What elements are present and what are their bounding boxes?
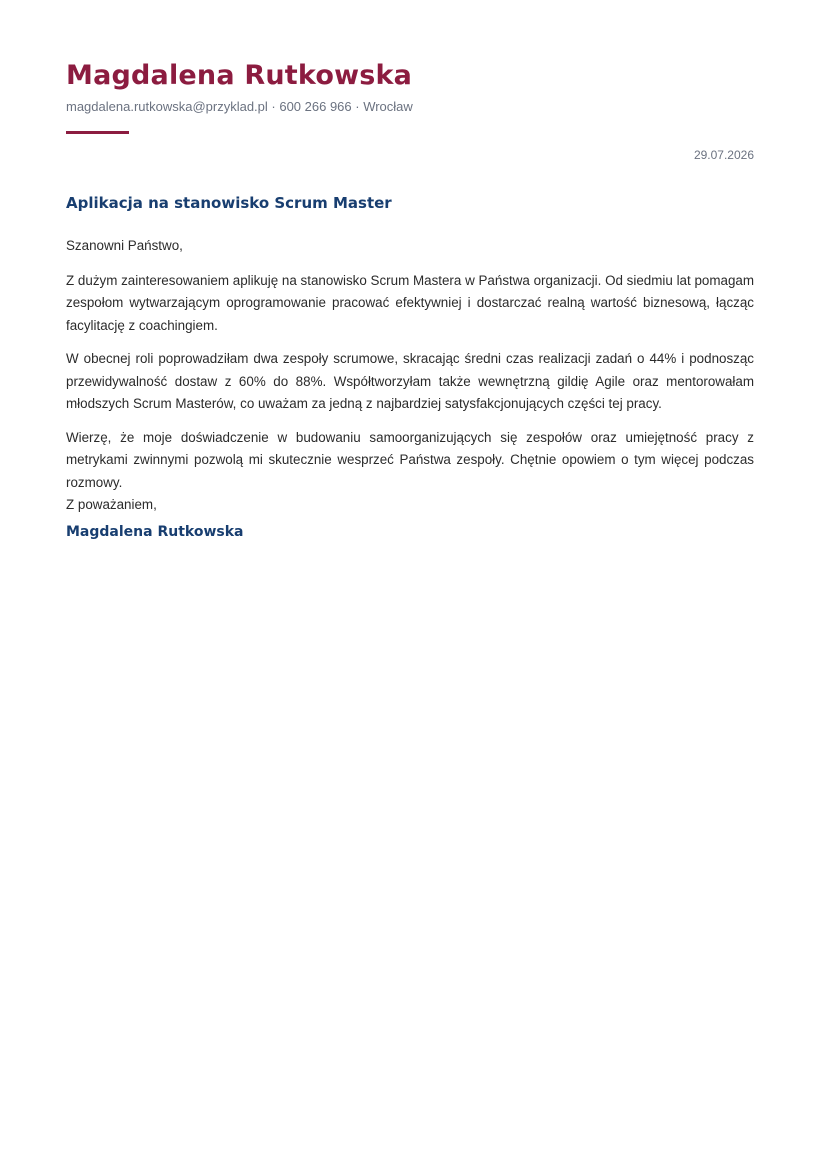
letter-body	[66, 235, 754, 505]
salutation: Szanowni Państwo,	[66, 238, 183, 253]
body-paragraph: Z dużym zainteresowaniem aplikuję na stanowisko Scrum Mastera w Państwa organizacji. Od siedmiu lat pomagam zespołom wytwarzającym oprogramowanie pracować efektywniej i dostarczać realną wartość biznesową, łącząc facylitację z coachingiem.	[66, 272, 754, 333]
body-paragraph: Wierzę, że moje doświadczenie w budowaniu samoorganizujących się zespołów oraz umiejętność pracy z metrykami zwinnymi pozwolą mi skutecznie wesprzeć Państwa zespoły. Chętnie opowiem o tym więcej podczas rozmowy.	[66, 429, 754, 490]
accent-divider	[66, 131, 129, 134]
signature-name: Magdalena Rutkowska	[66, 524, 244, 540]
closing-phrase: Z poważaniem,	[66, 497, 157, 512]
sender-contact: magdalena.rutkowska@przyklad.pl · 600 266 966 · Wrocław	[66, 99, 413, 114]
letter-date: 29.07.2026	[693, 148, 754, 162]
sender-name: Magdalena Rutkowska	[66, 60, 413, 91]
body-paragraph: W obecnej roli poprowadziłam dwa zespoły scrumowe, skracając średni czas realizacji zadań o 44% i podnosząc przewidywalność dostaw z 60% do 88%. Współtworzyłam także wewnętrzną gildię Agile oraz mentorowałam młodszych Scrum Masterów, co uważam za jedną z najbardziej satysfakcjonujących części tej pracy.	[66, 351, 754, 411]
letter-header	[66, 58, 756, 116]
letter-subject: Aplikacja na stanowisko Scrum Master	[66, 194, 392, 212]
